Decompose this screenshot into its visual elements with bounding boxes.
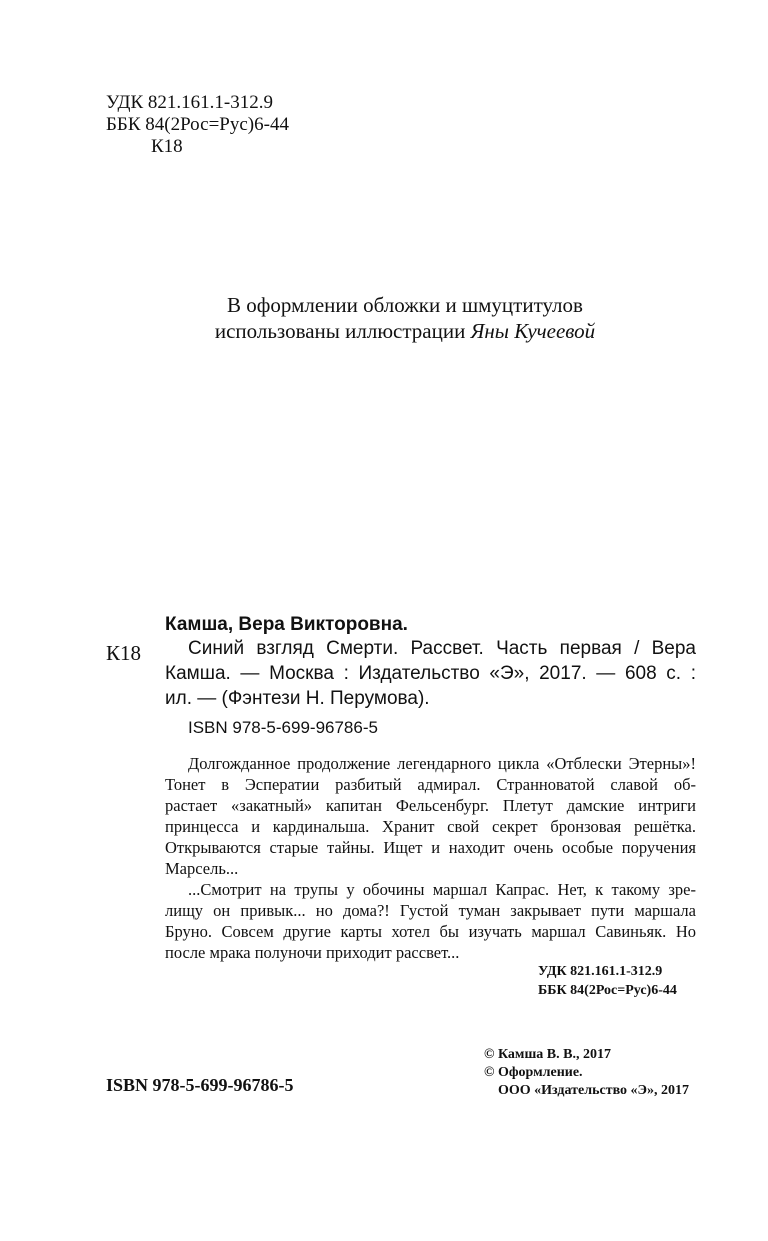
bib-line-2: Камша. — Москва : Издательство «Э», 2017. — 608 с. : [165,663,696,684]
annotation-line: принцесса и кардинальша. Хранит свой секрет бронзовая решётка. [165,817,696,836]
bbk-code-right: ББК 84(2Рос=Рус)6-44 [538,983,677,998]
annotation-line: Бруно. Совсем другие карты хотел бы изучать маршал Савиньяк. Но [165,922,696,941]
cover-credit-text: использованы иллюстрации [214,319,471,343]
udk-code: УДК 821.161.1-312.9 [106,92,273,113]
bib-line-1: Синий взгляд Смерти. Рассвет. Часть первая / Вера [188,638,696,659]
author-mark: К18 [151,136,183,157]
annotation-line: Открываются старые тайны. Ищет и находит очень особые поручения [165,838,696,857]
illustrator-name: Яны Кучеевой [470,319,596,343]
annotation-line: Долгожданное продолжение легендарного цикла «Отблески Этерны»! [188,754,696,773]
cover-credit-line-1: В оформлении обложки и шмуцтитулов [227,293,583,317]
udk-code-right: УДК 821.161.1-312.9 [538,964,663,979]
cover-credit-line-2 [0,318,768,344]
annotation-line: Марсель... [165,859,239,878]
publisher-copyright: ООО «Издательство «Э», 2017 [498,1083,690,1098]
bib-author-mark: К18 [106,641,142,665]
annotation-line: Тонет в Эсператии разбитый адмирал. Странноватой славой об- [165,775,696,794]
annotation-line: ...Смотрит на трупы у обочины маршал Капрас. Нет, к такому зре- [188,880,696,899]
isbn-footer: ISBN 978-5-699-96786-5 [106,1075,294,1095]
author-heading: Камша, Вера Викторовна. [165,614,408,635]
annotation-line: после мрака полуночи приходит рассвет... [165,943,460,962]
bib-isbn: ISBN 978-5-699-96786-5 [188,718,378,737]
annotation-line: растает «закатный» капитан Фельсенбург. Плетут дамские интриги [165,796,696,815]
copyright-author: © Камша В. В., 2017 [484,1047,611,1062]
copyright-design: © Оформление. [484,1065,583,1080]
annotation-line: лищу он привык... но дома?! Густой туман закрывает пути маршала [165,901,696,920]
bbk-code: ББК 84(2Рос=Рус)6-44 [106,114,289,135]
bib-line-3: ил. — (Фэнтези Н. Перумова). [165,688,430,709]
